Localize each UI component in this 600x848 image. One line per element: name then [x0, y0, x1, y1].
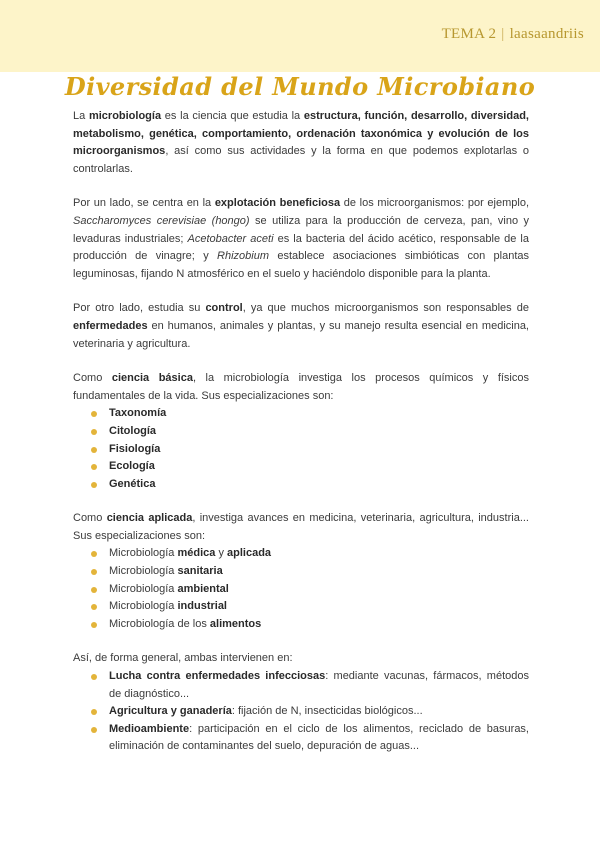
text: La [73, 110, 89, 122]
bullet-icon [91, 482, 97, 488]
paragraph-intro [73, 108, 529, 178]
bullet-icon [91, 727, 97, 733]
general-applications-list [73, 668, 529, 756]
bold-text: enfermedades [73, 319, 148, 332]
bold-text: ciencia básica [111, 372, 193, 385]
bold-text: Fisiología [109, 442, 161, 455]
list-item [89, 598, 529, 616]
bold-text: Citología [109, 424, 157, 437]
text: de los microorganismos: por ejemplo, [340, 197, 529, 210]
bullet-icon [91, 447, 97, 453]
bold-text: sanitaria [177, 565, 223, 578]
list-item [89, 545, 529, 563]
text: establece asociaciones simbióticas con plantas leguminosas, fijando N atmosférico en el suelo y haciéndolo disponible para la planta. [73, 250, 529, 280]
bullet-icon [91, 551, 97, 557]
bold-text: microbiología [88, 110, 162, 122]
bold-text: Medioambiente [109, 722, 190, 735]
text: es la ciencia que estudia la [161, 110, 304, 122]
italic-text: Saccharomyces cerevisiae (hongo) [73, 214, 250, 227]
bold-text: Ecología [109, 460, 155, 473]
bullet-icon [91, 622, 97, 628]
italic-text: Acetobacter aceti [187, 232, 274, 245]
text: , así como sus actividades y la forma en que podemos explotarlas o controlarlas. [73, 145, 529, 175]
text: Como [73, 372, 112, 385]
text: es la bacteria del ácido acético, responsable de la producción de vinagre; y [73, 232, 529, 263]
bold-text: explotación beneficiosa [214, 197, 341, 210]
bold-text: alimentos [209, 617, 262, 630]
text: Como [73, 512, 107, 525]
text: Microbiología de los [109, 617, 210, 630]
paragraph-general: Así, de forma general, ambas intervienen en: [73, 652, 293, 665]
text: : mediante vacunas, fármacos, métodos de diagnóstico... [109, 670, 529, 700]
paragraph-applied-science [73, 510, 529, 545]
text: Microbiología [109, 547, 178, 560]
text: en humanos, animales y plantas, y su manejo resulta esencial en medicina, veterinaria y agricultura. [73, 319, 529, 350]
text: se utiliza para la producción de cerveza, pan, vino y levaduras industriales; [73, 214, 529, 245]
paragraph-control [73, 300, 529, 353]
bold-text: Genética [109, 477, 156, 490]
text: y [215, 547, 228, 560]
bold-text: Taxonomía [109, 407, 167, 420]
list-item [89, 423, 529, 441]
bold-text: ambiental [177, 582, 229, 595]
bullet-icon [91, 464, 97, 470]
basic-specializations-list [73, 405, 529, 493]
text: : fijación de N, insecticidas biológicos... [231, 705, 423, 718]
bold-text: control [205, 302, 243, 315]
bold-text: ciencia aplicada [106, 512, 193, 525]
applied-specializations-list [73, 545, 529, 633]
bold-text: industrial [177, 600, 227, 613]
header-separator: | [501, 26, 505, 42]
bullet-icon [91, 569, 97, 575]
bullet-icon [91, 674, 97, 680]
bold-text: Agricultura y ganadería [109, 705, 232, 718]
bold-text: médica [177, 547, 216, 560]
list-item [89, 458, 529, 476]
bold-text: Lucha contra enfermedades infecciosas [109, 670, 326, 683]
text: , ya que muchos microorganismos son responsables de [242, 302, 529, 315]
list-item [89, 581, 529, 599]
text: : participación en el ciclo de los alimentos, reciclado de basuras, eliminación de contaminantes del suelo, depuración de aguas... [109, 722, 529, 753]
list-item [89, 721, 529, 756]
text: Microbiología [109, 582, 178, 595]
list-item [89, 616, 529, 634]
paragraph-basic-science [73, 370, 529, 405]
text: Por otro lado, estudia su [73, 302, 206, 315]
list-item [89, 703, 529, 721]
text: , la microbiología investiga los procesos químicos y físicos fundamentales de la vida. Sus especializaciones son: [73, 372, 529, 402]
list-item [89, 563, 529, 581]
list-item [89, 476, 529, 494]
list-item [89, 405, 529, 423]
bullet-icon [91, 709, 97, 715]
list-item [89, 668, 529, 703]
text: Microbiología [109, 600, 178, 613]
header-band [0, 0, 600, 72]
tema-label: TEMA 2 [441, 26, 497, 42]
paragraph-exploitation [73, 195, 529, 283]
text: , investiga avances en medicina, veterinaria, agricultura, industria... Sus especializaciones son: [73, 512, 529, 542]
page-title: Diversidad del Mundo Microbiano [64, 72, 536, 101]
bold-text: aplicada [227, 547, 272, 560]
bullet-icon [91, 604, 97, 610]
bullet-icon [91, 411, 97, 417]
list-item [89, 441, 529, 459]
author-label: laasaandriis [509, 26, 584, 42]
header-tag [442, 26, 584, 43]
bullet-icon [91, 587, 97, 593]
document-body [73, 108, 529, 773]
text: Por un lado, se centra en la [73, 197, 215, 210]
text: Microbiología [109, 565, 178, 578]
bullet-icon [91, 429, 97, 435]
italic-text: Rhizobium [217, 250, 270, 263]
bold-text: estructura, función, desarrollo, diversidad, metabolismo, genética, comportamiento, ordenación taxonómica y evolución de los microorganismos [73, 110, 529, 158]
